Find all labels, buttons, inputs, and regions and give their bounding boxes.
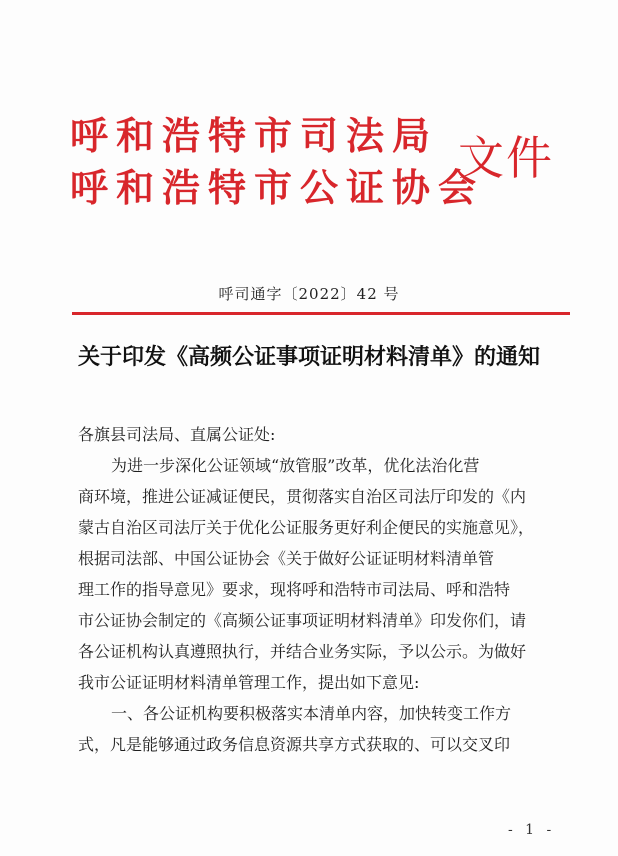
page-number: - 1 - [508,822,556,838]
issuer-notary-association: 呼和浩特市公证协会 [70,165,485,210]
document-number: 呼司通字〔2022〕42 号 [218,285,400,303]
body-line: 各公证机构认真遵照执行，并结合业务实际，予以公示。为做好 [78,642,527,661]
body-line: 商环境，推进公证减证便民，贯彻落实自治区司法厅印发的《内 [78,487,527,506]
document-title: 关于印发《高频公证事项证明材料清单》的通知 [77,344,540,370]
body-line: 市公证协会制定的《高频公证事项证明材料清单》印发你们，请 [78,611,527,630]
body-line: 理工作的指导意见》要求，现将呼和浩特市司法局、呼和浩特 [78,580,511,599]
body-line: 一、各公证机构要积极落实本清单内容，加快转变工作方 [111,704,512,723]
addressee: 各旗县司法局、直属公证处: [78,425,276,444]
red-separator-line [72,312,570,315]
body-line: 蒙古自治区司法厅关于优化公证服务更好利企便民的实施意见》， [78,518,535,537]
issuer-block [70,110,484,214]
body-line: 为进一步深化公证领域“放管服”改革，优化法治化营 [111,456,480,475]
body-line: 我市公证证明材料清单管理工作，提出如下意见: [78,673,420,692]
document-body [78,419,553,760]
body-line: 式，凡是能够通过政务信息资源共享方式获取的、可以交叉印 [78,735,511,754]
body-line: 根据司法部、中国公证协会《关于做好公证证明材料清单管 [78,549,495,568]
issuer-justice-bureau: 呼和浩特市司法局 [70,113,439,158]
document-word: 文件 [458,131,554,185]
